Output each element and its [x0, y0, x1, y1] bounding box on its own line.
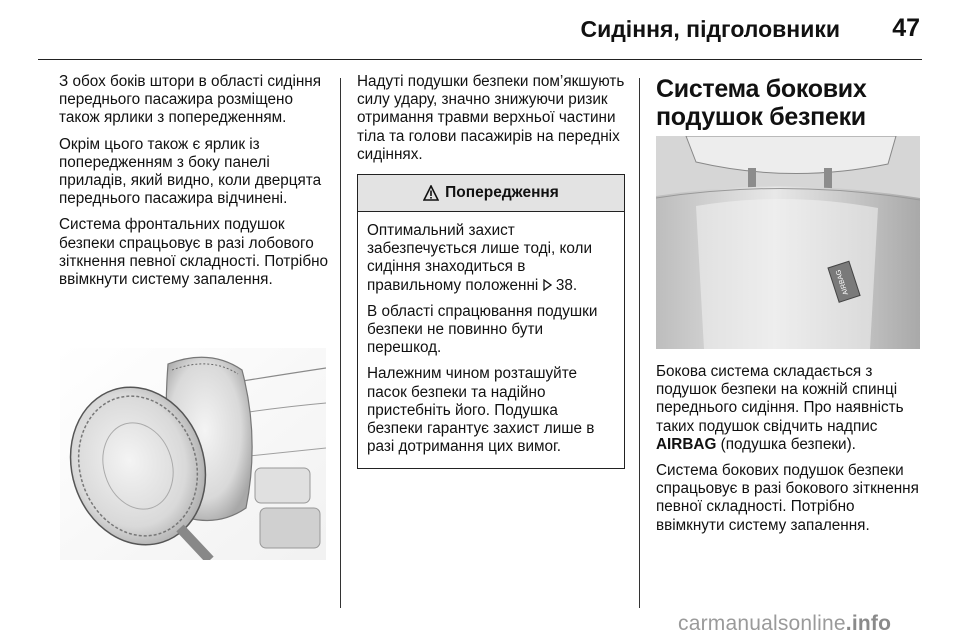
- warning-p1-text: Оптимальний захист забезпечується лише тоді, коли сидіння знаходиться в правильному положенні: [367, 222, 592, 294]
- warning-paragraph-1: [367, 222, 616, 295]
- col1-paragraph-2: Окрім цього також є ярлик із попередженням з боку панелі приладів, який видно, коли дверцята переднього пасажира відчинені.: [59, 135, 322, 208]
- airbag-deployed-illustration: [60, 348, 326, 560]
- warning-body: [358, 212, 624, 468]
- warning-paragraph-3: Належним чином розташуйте пасок безпеки та надійно пристебніть його. Подушка безпеки гарантує захист лише в разі дотримання цих вимог.: [367, 365, 595, 456]
- column-divider-2: [639, 78, 640, 608]
- warning-title: Попередження: [445, 184, 559, 202]
- column-1: [59, 73, 331, 297]
- section-heading: Система бокових подушок безпеки: [656, 75, 867, 131]
- page-title: Сидіння, підголовники: [580, 16, 840, 42]
- header-rule: [38, 59, 922, 60]
- page-number: 47: [892, 14, 920, 42]
- column-3: [656, 73, 926, 534]
- warning-box: [357, 174, 625, 469]
- col2-intro: Надуті подушки безпеки пом’якшують силу удару, значно знижуючи ризик отримання травми верхньої частини тіла та голови пасажирів на передніх сидіннях.: [357, 73, 625, 163]
- col3-p1-before: Бокова система складається з подушок безпеки на кожній спинці переднього сидіння. Про наявність таких подушок свідчить надпис: [656, 363, 904, 435]
- seat-airbag-label-illustration: [656, 136, 920, 349]
- seat-airbag-tag-text: AIRBAG: [835, 268, 851, 296]
- col3-text: [656, 363, 926, 543]
- warning-triangle-icon: [423, 185, 439, 201]
- col1-paragraph-3: Система фронтальних подушок безпеки спрацьовує в разі лобового зіткнення певної складності. Потрібно ввімкнути систему запалення.: [59, 216, 329, 289]
- warning-paragraph-2: В області спрацювання подушки безпеки не повинно бути перешкод.: [367, 302, 598, 357]
- col1-paragraph-1: З обох боків штори в області сидіння переднього пасажира розміщено також ярлики з попередженням.: [59, 73, 322, 127]
- col3-p1-after: (подушка безпеки).: [716, 435, 856, 453]
- page-header: [0, 0, 960, 58]
- column-divider-1: [340, 78, 341, 608]
- watermark: [678, 612, 891, 636]
- warning-p1-ref: 38.: [555, 276, 578, 294]
- page-ref-arrow-icon: [543, 279, 552, 291]
- watermark-right: .info: [845, 612, 892, 635]
- col3-paragraph-1: [656, 363, 926, 454]
- col3-paragraph-2: Система бокових подушок безпеки спрацьовує в разі бокового зіткнення певної складності. Потрібно ввімкнути систему запалення.: [656, 462, 919, 534]
- airbag-word: AIRBAG: [656, 435, 717, 453]
- watermark-left: carmanualsonline: [678, 612, 846, 635]
- column-2: [357, 73, 627, 469]
- warning-header: [358, 175, 624, 212]
